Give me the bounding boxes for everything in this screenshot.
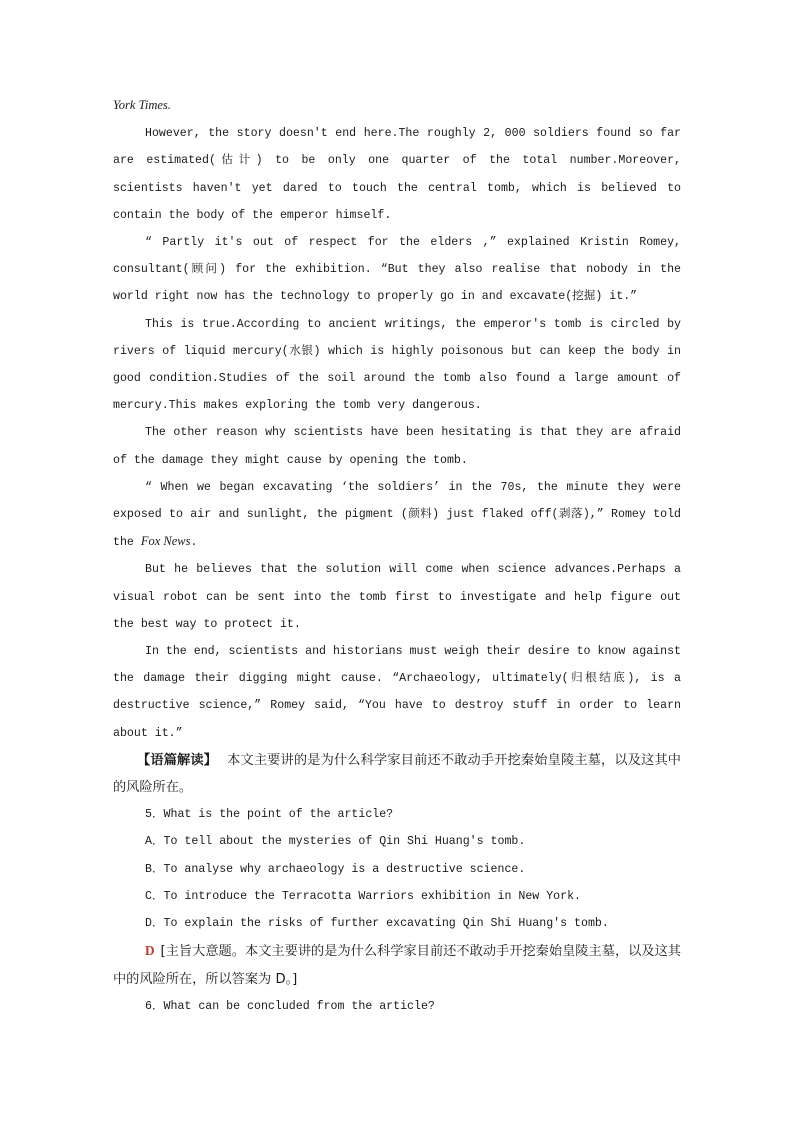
paragraph: In the end, scientists and historians must weigh their desire to know against the damage their digging might cause. “Archaeology, ultimately(归根结底), is a destructive science,” Romey said, “You have to destroy stuff in order to learn about it.”: [113, 645, 681, 740]
summary-text: 本文主要讲的是为什么科学家目前还不敢动手开挖秦始皇陵主墓，以及这其中的风险所在。: [113, 752, 681, 796]
question-stem: 6．What can be concluded from the article?: [145, 999, 435, 1013]
answer-explanation: [113, 937, 681, 992]
paragraph-text: “ When we began excavating ‘the soldiers’ in the 70s, the minute they were exposed to air and sunlight, the pigment (颜料) just flaked off(剥落),” Romey told the: [113, 480, 681, 550]
source-line: [113, 92, 681, 120]
answer-option-b: B．To analyse why archaeology is a destructive science.: [145, 862, 526, 876]
answer-letter: D: [145, 943, 155, 959]
paragraph: The other reason why scientists have been hesitating is that they are afraid of the damage they might cause by opening the tomb.: [113, 426, 681, 467]
paragraph: “ Partly it's out of respect for the elders ,” explained Kristin Romey, consultant(顾问) for the exhibition. “But they also realise that nobody in the world right now has the technology to properly go in and excavate(挖掘) it.”: [113, 236, 681, 304]
summary-tag: 【语篇解读】: [137, 752, 218, 768]
explanation-text: [主旨大意题。本文主要讲的是为什么科学家目前还不敢动手开挖秦始皇陵主墓，以及这其中的风险所在，所以答案为 D。]: [113, 944, 681, 987]
answer-option-a: A．To tell about the mysteries of Qin Shi Huang's tomb.: [145, 835, 526, 849]
answer-option-c: C．To introduce the Terracotta Warriors exhibition in New York.: [145, 889, 581, 903]
passage-summary: [113, 747, 681, 801]
source-name: Fox News: [140, 534, 191, 549]
paragraph: However, the story doesn't end here.The roughly 2, 000 soldiers found so far are estimated(估计) to be only one quarter of the total number.Moreover, scientists haven't yet dared to touch the central tomb, which is believed to contain the body of the emperor himself.: [113, 127, 681, 222]
paragraph-text: .: [190, 536, 198, 550]
paragraph: But he believes that the solution will come when science advances.Perhaps a visual robot can be sent into the tomb first to investigate and help figure out the best way to protect it.: [113, 563, 681, 631]
source-name: York Times.: [113, 98, 171, 112]
document-page: [113, 92, 681, 1020]
paragraph: [113, 474, 681, 557]
question-stem: 5．What is the point of the article?: [145, 808, 394, 822]
paragraph: This is true.According to ancient writings, the emperor's tomb is circled by rivers of liquid mercury(水银) which is highly poisonous but can keep the body in good condition.Studies of the soil around the tomb also found a large amount of mercury.This makes exploring the tomb very dangerous.: [113, 317, 681, 413]
answer-option-d: D．To explain the risks of further excavating Qin Shi Huang's tomb.: [145, 917, 609, 931]
